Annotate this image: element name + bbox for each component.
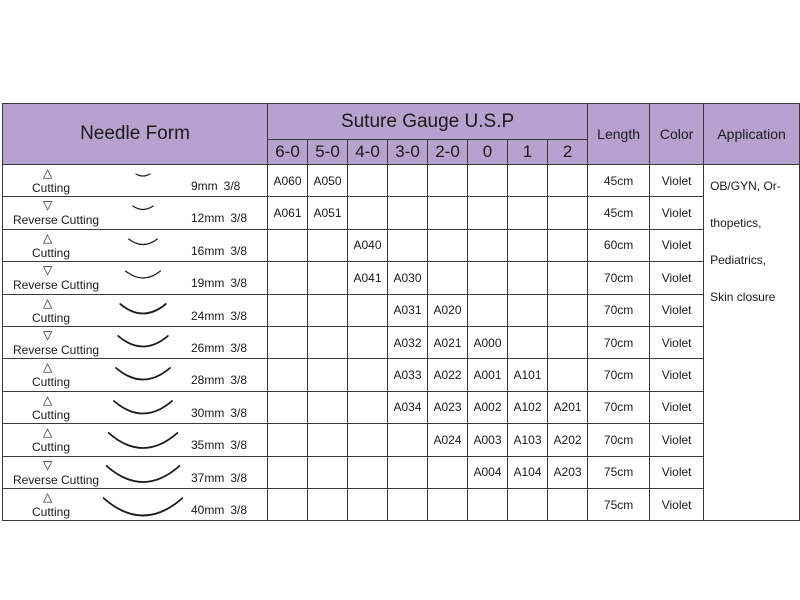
application-line: OB/GYN, Or- [710, 179, 781, 193]
needle-length-mm: 37mm [191, 470, 225, 485]
product-code-cell [508, 294, 548, 326]
product-code-cell [348, 326, 388, 358]
length-cell: 75cm [588, 456, 650, 488]
product-code-cell: A102 [508, 391, 548, 423]
product-code-cell: A060 [268, 165, 308, 197]
product-code-cell: A041 [348, 262, 388, 294]
product-code-cell: A050 [308, 165, 348, 197]
needle-length-mm: 35mm [191, 438, 225, 453]
needle-curvature: 3/8 [230, 502, 248, 517]
product-code-cell [348, 197, 388, 229]
table-row [3, 326, 800, 358]
product-code-cell: A061 [268, 197, 308, 229]
product-code-cell [548, 165, 588, 197]
needle-form-label: Reverse Cutting [13, 342, 100, 357]
length-cell: 70cm [588, 294, 650, 326]
needle-length-mm: 9mm [191, 179, 218, 193]
needle-form-label: Cutting [32, 407, 71, 422]
product-code-cell: A203 [548, 456, 588, 488]
product-code-cell [268, 424, 308, 456]
table-row [3, 359, 800, 391]
product-code-cell [308, 456, 348, 488]
product-code-cell [268, 359, 308, 391]
color-cell: Violet [650, 456, 704, 488]
product-code-cell: A201 [548, 391, 588, 423]
needle-length-mm: 24mm [191, 308, 225, 323]
needle-curvature: 3/8 [230, 405, 248, 420]
product-code-cell [268, 294, 308, 326]
product-code-cell [348, 359, 388, 391]
header-length: Length [588, 104, 650, 165]
application-line: Skin closure [710, 290, 776, 304]
color-cell: Violet [650, 294, 704, 326]
product-code-cell [308, 326, 348, 358]
needle-size [191, 406, 247, 420]
product-code-cell [548, 294, 588, 326]
needle-length-mm: 40mm [191, 502, 225, 517]
product-code-cell [468, 229, 508, 261]
product-code-cell [428, 165, 468, 197]
product-code-cell [428, 197, 468, 229]
product-code-cell [348, 294, 388, 326]
gauge-header-cell: 4-0 [348, 140, 388, 165]
product-code-cell [308, 391, 348, 423]
gauge-header-cell: 6-0 [268, 140, 308, 165]
header-needle-form: Needle Form [3, 104, 268, 165]
product-code-cell [268, 456, 308, 488]
needle-arc-icon [103, 427, 183, 455]
table-row [3, 262, 800, 294]
length-cell: 45cm [588, 165, 650, 197]
suture-table [2, 103, 800, 521]
table-row [3, 294, 800, 326]
header-suture-gauge: Suture Gauge U.S.P [268, 104, 588, 140]
product-code-cell [388, 424, 428, 456]
needle-form-label: Reverse Cutting [13, 213, 100, 228]
needle-arc-icon [103, 362, 183, 390]
needle-size [191, 309, 247, 323]
table-row [3, 165, 800, 197]
product-code-cell [468, 488, 508, 520]
product-code-cell: A202 [548, 424, 588, 456]
needle-size [191, 341, 247, 355]
product-code-cell [308, 488, 348, 520]
needle-size [191, 211, 247, 225]
color-cell: Violet [650, 391, 704, 423]
length-cell: 70cm [588, 326, 650, 358]
needle-form-label: Cutting [32, 375, 71, 390]
cutting-triangle-icon: △ [43, 489, 53, 504]
needle-curvature: 3/8 [230, 276, 248, 291]
product-code-cell: A101 [508, 359, 548, 391]
product-code-cell [308, 424, 348, 456]
needle-form-cell [3, 229, 268, 261]
color-cell: Violet [650, 262, 704, 294]
product-code-cell: A021 [428, 326, 468, 358]
needle-size [191, 373, 247, 387]
application-cell [704, 165, 800, 521]
product-code-cell [268, 488, 308, 520]
product-code-cell [388, 197, 428, 229]
color-cell: Violet [650, 359, 704, 391]
product-code-cell [428, 262, 468, 294]
needle-curvature: 3/8 [230, 438, 248, 453]
color-cell: Violet [650, 165, 704, 197]
needle-size [191, 244, 247, 258]
length-cell: 70cm [588, 424, 650, 456]
product-code-cell [268, 229, 308, 261]
color-cell: Violet [650, 326, 704, 358]
needle-curvature: 3/8 [230, 470, 248, 485]
reverse-cutting-triangle-icon: ▽ [43, 457, 53, 472]
needle-form-label: Cutting [32, 440, 71, 455]
product-code-cell: A033 [388, 359, 428, 391]
product-code-cell [308, 229, 348, 261]
product-code-cell [548, 359, 588, 391]
product-code-cell [308, 262, 348, 294]
needle-length-mm: 30mm [191, 405, 225, 420]
needle-curvature: 3/8 [230, 340, 248, 355]
needle-form-cell [3, 197, 268, 229]
gauge-header-cell: 0 [468, 140, 508, 165]
gauge-header-cell: 5-0 [308, 140, 348, 165]
needle-arc-icon [103, 168, 183, 196]
needle-form-cell [3, 424, 268, 456]
product-code-cell [548, 262, 588, 294]
product-code-cell [348, 488, 388, 520]
needle-size [191, 179, 240, 193]
product-code-cell: A001 [468, 359, 508, 391]
needle-form-cell [3, 359, 268, 391]
product-code-cell [548, 229, 588, 261]
needle-form-cell [3, 391, 268, 423]
cutting-triangle-icon: △ [43, 230, 53, 245]
table-row [3, 197, 800, 229]
product-code-cell: A023 [428, 391, 468, 423]
gauge-header-cell: 1 [508, 140, 548, 165]
needle-form-label: Reverse Cutting [13, 472, 100, 487]
product-code-cell [468, 197, 508, 229]
needle-arc-icon [103, 395, 183, 423]
product-code-cell: A104 [508, 456, 548, 488]
product-code-cell [388, 229, 428, 261]
needle-form-cell [3, 456, 268, 488]
application-line: thopetics, [710, 216, 762, 230]
product-code-cell [348, 456, 388, 488]
product-code-cell: A020 [428, 294, 468, 326]
color-cell: Violet [650, 424, 704, 456]
product-code-cell [548, 197, 588, 229]
application-line: Pediatrics, [710, 253, 767, 267]
cutting-triangle-icon: △ [43, 425, 53, 440]
needle-curvature: 3/8 [230, 243, 248, 258]
product-code-cell [508, 488, 548, 520]
cutting-triangle-icon: △ [43, 166, 53, 180]
product-code-cell [468, 165, 508, 197]
length-cell: 75cm [588, 488, 650, 520]
product-code-cell [388, 165, 428, 197]
needle-form-label: Cutting [32, 310, 71, 325]
needle-size [191, 276, 247, 290]
needle-form-label: Cutting [32, 181, 71, 195]
table-row [3, 229, 800, 261]
needle-form-cell [3, 262, 268, 294]
product-code-cell [428, 229, 468, 261]
needle-size [191, 471, 247, 485]
product-code-cell: A030 [388, 262, 428, 294]
product-code-cell: A103 [508, 424, 548, 456]
table-row [3, 424, 800, 456]
needle-length-mm: 16mm [191, 243, 225, 258]
product-code-cell [508, 165, 548, 197]
product-code-cell [508, 229, 548, 261]
needle-form-cell [3, 165, 268, 197]
cutting-triangle-icon: △ [43, 295, 53, 310]
needle-arc-icon [103, 200, 183, 228]
product-code-cell: A051 [308, 197, 348, 229]
needle-arc-icon [103, 265, 183, 293]
product-code-cell: A040 [348, 229, 388, 261]
product-code-cell [348, 391, 388, 423]
product-code-cell: A031 [388, 294, 428, 326]
table-row [3, 488, 800, 520]
length-cell: 70cm [588, 359, 650, 391]
length-cell: 70cm [588, 391, 650, 423]
table-row [3, 456, 800, 488]
needle-arc-icon [103, 460, 183, 488]
needle-form-cell [3, 326, 268, 358]
header-color: Color [650, 104, 704, 165]
product-code-cell [268, 391, 308, 423]
product-code-cell [468, 262, 508, 294]
color-cell: Violet [650, 488, 704, 520]
product-code-cell [508, 262, 548, 294]
cutting-triangle-icon: △ [43, 360, 53, 375]
needle-form-label: Reverse Cutting [13, 278, 100, 293]
color-cell: Violet [650, 229, 704, 261]
reverse-cutting-triangle-icon: ▽ [43, 198, 53, 213]
needle-size [191, 503, 247, 517]
product-code-cell [388, 488, 428, 520]
needle-form-label: Cutting [32, 245, 71, 260]
gauge-header-cell: 2 [548, 140, 588, 165]
needle-arc-icon [103, 233, 183, 261]
needle-form-cell [3, 488, 268, 520]
needle-arc-icon [103, 298, 183, 326]
product-code-cell [268, 262, 308, 294]
product-code-cell: A032 [388, 326, 428, 358]
product-code-cell [268, 326, 308, 358]
product-code-cell [468, 294, 508, 326]
needle-curvature: 3/8 [230, 211, 248, 226]
header-application: Application [704, 104, 800, 165]
product-code-cell [508, 197, 548, 229]
needle-length-mm: 12mm [191, 211, 225, 226]
product-code-cell [428, 488, 468, 520]
color-cell: Violet [650, 197, 704, 229]
needle-curvature: 3/8 [230, 308, 248, 323]
product-code-cell: A022 [428, 359, 468, 391]
reverse-cutting-triangle-icon: ▽ [43, 263, 53, 278]
product-code-cell: A002 [468, 391, 508, 423]
product-code-cell: A003 [468, 424, 508, 456]
product-code-cell: A000 [468, 326, 508, 358]
gauge-header-cell: 3-0 [388, 140, 428, 165]
product-code-cell [548, 488, 588, 520]
needle-curvature: 3/8 [230, 373, 248, 388]
product-code-cell [308, 359, 348, 391]
length-cell: 60cm [588, 229, 650, 261]
product-code-cell [348, 424, 388, 456]
table-body [3, 165, 800, 521]
needle-length-mm: 28mm [191, 373, 225, 388]
gauge-header-cell: 2-0 [428, 140, 468, 165]
needle-length-mm: 19mm [191, 276, 225, 291]
length-cell: 70cm [588, 262, 650, 294]
product-code-cell [348, 165, 388, 197]
needle-form-cell [3, 294, 268, 326]
reverse-cutting-triangle-icon: ▽ [43, 327, 53, 342]
product-code-cell [308, 294, 348, 326]
product-code-cell [388, 456, 428, 488]
cutting-triangle-icon: △ [43, 392, 53, 407]
product-code-cell [548, 326, 588, 358]
length-cell: 45cm [588, 197, 650, 229]
product-code-cell [428, 456, 468, 488]
product-code-cell: A004 [468, 456, 508, 488]
needle-arc-icon [103, 492, 183, 520]
needle-form-label: Cutting [32, 504, 71, 519]
needle-length-mm: 26mm [191, 340, 225, 355]
needle-arc-icon [103, 330, 183, 358]
product-code-cell: A024 [428, 424, 468, 456]
needle-curvature: 3/8 [223, 179, 241, 193]
product-code-cell [508, 326, 548, 358]
needle-size [191, 438, 247, 452]
table-row [3, 391, 800, 423]
product-code-cell: A034 [388, 391, 428, 423]
